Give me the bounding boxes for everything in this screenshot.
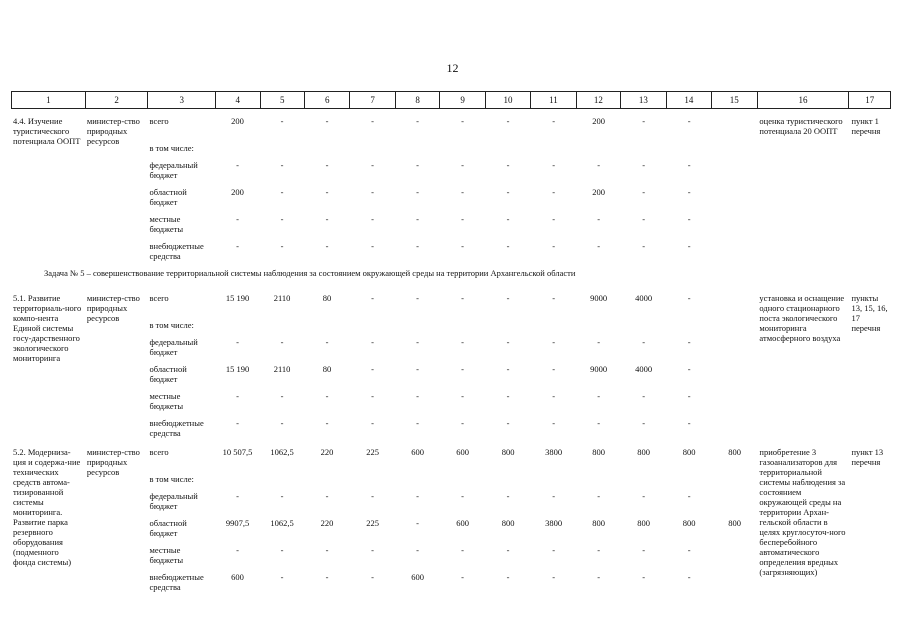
amount-cell xyxy=(304,116,350,143)
amount-cell xyxy=(350,293,396,320)
amount-cell xyxy=(215,391,260,418)
amount-cell xyxy=(215,491,260,518)
amount-cell xyxy=(395,320,440,337)
amount-cell xyxy=(260,491,305,518)
amount-cell xyxy=(395,241,440,268)
amount-cell xyxy=(215,418,260,445)
amount-cell: 600 xyxy=(456,518,469,528)
funding-source-label: местные бюджеты xyxy=(149,214,184,234)
amount-cell xyxy=(215,474,260,491)
column-header-5: 5 xyxy=(260,92,304,109)
task-5-heading: Задача № 5 – совершенствование территориальной системы наблюдения за состоянием окружающей среды на территории Архангельской области xyxy=(44,268,576,278)
column-header-11: 11 xyxy=(531,92,576,109)
amount-cell xyxy=(666,187,712,214)
funding-source-label: всего xyxy=(149,293,169,303)
amount-cell: 2110 xyxy=(273,293,291,303)
amount-cell xyxy=(260,116,305,143)
amount-cell xyxy=(304,214,350,241)
amount-cell xyxy=(485,545,531,572)
funding-source-label: внебюджетные средства xyxy=(149,572,204,592)
funding-source-label: местные бюджеты xyxy=(149,391,184,411)
amount-cell xyxy=(576,214,621,241)
amount-cell xyxy=(350,474,396,491)
amount-cell xyxy=(304,187,350,214)
amount-cell xyxy=(666,293,712,320)
amount-cell xyxy=(350,337,396,364)
amount-cell xyxy=(485,293,531,320)
amount-cell xyxy=(215,545,260,572)
amount-cell: 4000 xyxy=(635,293,653,303)
amount-cell xyxy=(576,474,621,491)
measure-name: 5.1. Развитие территориаль-ного компо-нента Единой системы госу-дарственного экологического мониторинга xyxy=(13,293,82,363)
expected-result: оценка туристического потенциала 20 ООПТ xyxy=(759,116,843,136)
amount-cell xyxy=(576,391,621,418)
amount-cell xyxy=(304,474,350,491)
funding-source-label: областной бюджет xyxy=(149,364,187,384)
amount-cell xyxy=(440,474,486,491)
measure-name: 4.4. Изучение туристического потенциала ООПТ xyxy=(13,116,81,146)
column-header-16: 16 xyxy=(757,92,849,109)
amount-cell xyxy=(350,545,396,572)
column-header-7: 7 xyxy=(350,92,395,109)
funding-source-label: внебюджетные средства xyxy=(149,418,204,438)
amount-cell xyxy=(440,143,486,160)
amount-cell xyxy=(395,160,440,187)
amount-cell: 800 xyxy=(592,447,605,457)
amount-cell xyxy=(440,337,486,364)
budget-row xyxy=(11,447,891,474)
amount-cell xyxy=(576,418,621,445)
measure-name: 5.2. Модерниза-ция и содержа-ние технических средств автома-тизированной системы мониторинга. Развитие парка резервного оборудования (подменного фонда системы) xyxy=(13,447,81,567)
funding-source-label: в том числе: xyxy=(149,320,194,330)
amount-cell xyxy=(621,491,667,518)
amount-cell xyxy=(531,241,577,268)
amount-cell xyxy=(666,572,712,599)
amount-cell xyxy=(621,214,667,241)
amount-cell xyxy=(576,491,621,518)
amount-cell xyxy=(621,474,667,491)
amount-cell: 3800 xyxy=(545,447,563,457)
amount-cell xyxy=(576,143,621,160)
amount-cell xyxy=(260,241,305,268)
amount-cell xyxy=(304,391,350,418)
amount-cell xyxy=(712,474,758,491)
amount-cell: 200 xyxy=(592,187,605,197)
funding-source-label: областной бюджет xyxy=(149,187,187,207)
funding-source-label: в том числе: xyxy=(149,474,194,484)
column-header-15: 15 xyxy=(712,92,757,109)
column-header-9: 9 xyxy=(440,92,485,109)
amount-cell xyxy=(576,337,621,364)
amount-cell xyxy=(712,214,758,241)
amount-cell xyxy=(440,364,486,391)
amount-cell xyxy=(485,143,531,160)
amount-cell xyxy=(712,364,758,391)
amount-cell xyxy=(621,241,667,268)
amount-cell xyxy=(485,241,531,268)
amount-cell xyxy=(666,474,712,491)
amount-cell: 600 xyxy=(411,447,424,457)
amount-cell: 9000 xyxy=(590,364,608,374)
amount-cell xyxy=(350,160,396,187)
amount-cell xyxy=(666,241,712,268)
amount-cell xyxy=(440,160,486,187)
amount-cell xyxy=(531,337,577,364)
amount-cell: 200 xyxy=(231,116,244,126)
amount-cell xyxy=(260,320,305,337)
amount-cell: 800 xyxy=(728,518,742,528)
amount-cell xyxy=(485,214,531,241)
amount-cell: 80 xyxy=(322,293,332,303)
amount-cell xyxy=(712,116,758,143)
amount-cell xyxy=(666,418,712,445)
amount-cell xyxy=(531,491,577,518)
amount-cell: 10 507,5 xyxy=(222,447,253,457)
amount-cell xyxy=(712,160,758,187)
amount-cell xyxy=(485,160,531,187)
amount-cell xyxy=(666,143,712,160)
amount-cell: 600 xyxy=(456,447,469,457)
amount-cell xyxy=(395,391,440,418)
expected-result: установка и оснащение одного стационарного поста экологического мониторинга атмосферного воздуха xyxy=(759,293,845,343)
amount-cell xyxy=(304,418,350,445)
amount-cell xyxy=(712,418,758,445)
amount-cell xyxy=(576,241,621,268)
amount-cell xyxy=(576,320,621,337)
column-number-header xyxy=(11,91,891,109)
amount-cell xyxy=(440,187,486,214)
amount-cell xyxy=(350,572,396,599)
amount-cell xyxy=(531,545,577,572)
amount-cell xyxy=(485,116,531,143)
funding-source-label: в том числе: xyxy=(149,143,194,153)
amount-cell: 800 xyxy=(501,518,515,528)
amount-cell: 200 xyxy=(592,116,605,126)
funding-source-label: всего xyxy=(149,116,169,126)
amount-cell xyxy=(304,337,350,364)
column-header-14: 14 xyxy=(666,92,711,109)
amount-cell xyxy=(531,160,577,187)
column-header-10: 10 xyxy=(485,92,530,109)
amount-cell xyxy=(531,320,577,337)
amount-cell xyxy=(395,187,440,214)
amount-cell xyxy=(350,241,396,268)
amount-cell: 800 xyxy=(637,447,650,457)
amount-cell xyxy=(485,320,531,337)
amount-cell xyxy=(712,241,758,268)
amount-cell xyxy=(485,491,531,518)
amount-cell xyxy=(485,418,531,445)
expected-result: приобретение 3 газоанализаторов для территориальной системы наблюдения за состоянием окружающей среды на территории Архан-гельской области в целях круглосуточ-ного бесперебойного автоматического определения вредных (загрязняющих) xyxy=(759,447,846,577)
amount-cell xyxy=(621,337,667,364)
amount-cell xyxy=(304,241,350,268)
amount-cell xyxy=(395,116,440,143)
amount-cell xyxy=(215,337,260,364)
column-header-6: 6 xyxy=(304,92,349,109)
executor: министер-ство природных ресурсов xyxy=(86,293,140,323)
amount-cell xyxy=(440,545,486,572)
amount-cell xyxy=(485,337,531,364)
funding-source-label: местные бюджеты xyxy=(149,545,184,565)
amount-cell xyxy=(395,293,440,320)
amount-cell xyxy=(666,160,712,187)
amount-cell xyxy=(621,418,667,445)
amount-cell xyxy=(531,143,577,160)
amount-cell xyxy=(712,320,758,337)
amount-cell xyxy=(712,572,758,599)
amount-cell xyxy=(260,143,305,160)
amount-cell xyxy=(395,418,440,445)
funding-source-label: федеральный бюджет xyxy=(149,337,198,357)
column-header-3: 3 xyxy=(148,92,216,109)
funding-source-label: внебюджетные средства xyxy=(149,241,204,261)
amount-cell xyxy=(350,418,396,445)
amount-cell xyxy=(621,116,667,143)
amount-cell xyxy=(621,545,667,572)
amount-cell xyxy=(531,572,577,599)
amount-cell xyxy=(304,320,350,337)
amount-cell xyxy=(215,214,260,241)
amount-cell xyxy=(395,474,440,491)
amount-cell xyxy=(666,337,712,364)
reference: пункты 13, 15, 16, 17 перечня xyxy=(851,293,888,333)
amount-cell xyxy=(712,391,758,418)
amount-cell xyxy=(666,545,712,572)
amount-cell: 220 xyxy=(320,447,334,457)
amount-cell xyxy=(531,293,577,320)
amount-cell xyxy=(260,160,305,187)
amount-cell xyxy=(350,391,396,418)
amount-cell xyxy=(666,391,712,418)
amount-cell xyxy=(712,187,758,214)
amount-cell xyxy=(621,143,667,160)
executor: министер-ство природных ресурсов xyxy=(86,116,140,146)
budget-row xyxy=(11,293,891,320)
executor: министер-ство природных ресурсов xyxy=(86,447,140,477)
funding-source-label: всего xyxy=(149,447,169,457)
amount-cell xyxy=(621,160,667,187)
amount-cell: 225 xyxy=(366,447,379,457)
amount-cell: 800 xyxy=(637,518,650,528)
amount-cell: 4000 xyxy=(635,364,653,374)
amount-cell xyxy=(350,143,396,160)
page-number: 12 xyxy=(446,61,459,75)
amount-cell xyxy=(304,545,350,572)
amount-cell xyxy=(304,572,350,599)
amount-cell xyxy=(440,418,486,445)
amount-cell xyxy=(531,214,577,241)
amount-cell xyxy=(260,337,305,364)
amount-cell xyxy=(395,545,440,572)
amount-cell xyxy=(440,293,486,320)
funding-source-label: федеральный бюджет xyxy=(149,491,198,511)
column-header-13: 13 xyxy=(621,92,666,109)
amount-cell xyxy=(215,241,260,268)
amount-cell xyxy=(576,572,621,599)
amount-cell: 800 xyxy=(592,518,605,528)
amount-cell xyxy=(350,187,396,214)
amount-cell xyxy=(666,364,712,391)
amount-cell xyxy=(395,337,440,364)
amount-cell xyxy=(260,474,305,491)
column-header-8: 8 xyxy=(395,92,439,109)
amount-cell xyxy=(485,391,531,418)
amount-cell xyxy=(621,572,667,599)
amount-cell: 800 xyxy=(728,447,742,457)
amount-cell: 220 xyxy=(320,518,334,528)
amount-cell xyxy=(260,572,305,599)
amount-cell xyxy=(531,418,577,445)
amount-cell xyxy=(350,491,396,518)
amount-cell: 600 xyxy=(231,572,244,582)
funding-source-label: областной бюджет xyxy=(149,518,187,538)
amount-cell xyxy=(621,391,667,418)
amount-cell xyxy=(395,364,440,391)
amount-cell: 800 xyxy=(501,447,515,457)
amount-cell xyxy=(260,187,305,214)
amount-cell xyxy=(712,491,758,518)
amount-cell xyxy=(395,143,440,160)
section-5-1-table xyxy=(11,293,891,445)
amount-cell xyxy=(260,214,305,241)
amount-cell xyxy=(531,391,577,418)
section-4-4-table xyxy=(11,116,891,268)
amount-cell xyxy=(304,160,350,187)
amount-cell xyxy=(666,320,712,337)
amount-cell xyxy=(712,143,758,160)
reference: пункт 1 перечня xyxy=(851,116,881,136)
amount-cell xyxy=(712,545,758,572)
column-header-17: 17 xyxy=(849,92,891,109)
amount-cell xyxy=(395,491,440,518)
amount-cell xyxy=(666,116,712,143)
amount-cell xyxy=(350,320,396,337)
amount-cell xyxy=(215,143,260,160)
funding-source-label: федеральный бюджет xyxy=(149,160,198,180)
amount-cell: 1062,5 xyxy=(270,447,294,457)
amount-cell: 1062,5 xyxy=(270,518,294,528)
amount-cell xyxy=(260,391,305,418)
amount-cell xyxy=(260,545,305,572)
amount-cell xyxy=(350,214,396,241)
amount-cell: 225 xyxy=(366,518,379,528)
amount-cell: 200 xyxy=(231,187,244,197)
amount-cell xyxy=(666,491,712,518)
amount-cell xyxy=(712,293,758,320)
amount-cell: 800 xyxy=(682,447,696,457)
amount-cell xyxy=(531,116,577,143)
amount-cell: 2110 xyxy=(273,364,291,374)
amount-cell xyxy=(395,214,440,241)
amount-cell xyxy=(531,364,577,391)
amount-cell xyxy=(531,187,577,214)
amount-cell: 80 xyxy=(322,364,332,374)
amount-cell xyxy=(350,364,396,391)
amount-cell xyxy=(576,160,621,187)
amount-cell xyxy=(485,572,531,599)
amount-cell xyxy=(531,474,577,491)
budget-row xyxy=(11,116,891,143)
amount-cell xyxy=(395,518,440,545)
amount-cell xyxy=(621,187,667,214)
amount-cell xyxy=(440,391,486,418)
amount-cell xyxy=(304,491,350,518)
reference: пункт 13 перечня xyxy=(851,447,884,467)
amount-cell: 15 190 xyxy=(225,293,250,303)
amount-cell xyxy=(215,160,260,187)
amount-cell xyxy=(621,320,667,337)
column-header-2: 2 xyxy=(85,92,148,109)
amount-cell xyxy=(576,545,621,572)
amount-cell: 3800 xyxy=(545,518,563,528)
amount-cell: 600 xyxy=(411,572,424,582)
amount-cell: 800 xyxy=(682,518,696,528)
amount-cell xyxy=(304,143,350,160)
amount-cell: 9000 xyxy=(590,293,608,303)
amount-cell xyxy=(485,474,531,491)
column-header-12: 12 xyxy=(576,92,620,109)
amount-cell xyxy=(440,116,486,143)
amount-cell xyxy=(712,337,758,364)
amount-cell: 15 190 xyxy=(225,364,250,374)
amount-cell xyxy=(215,320,260,337)
section-5-2-table xyxy=(11,447,891,599)
amount-cell xyxy=(485,364,531,391)
amount-cell xyxy=(440,241,486,268)
amount-cell xyxy=(350,116,396,143)
amount-cell xyxy=(440,320,486,337)
amount-cell xyxy=(440,214,486,241)
column-header-1: 1 xyxy=(12,92,86,109)
amount-cell xyxy=(260,418,305,445)
amount-cell: 9907,5 xyxy=(225,518,250,528)
column-header-4: 4 xyxy=(216,92,260,109)
amount-cell xyxy=(440,491,486,518)
amount-cell xyxy=(440,572,486,599)
amount-cell xyxy=(666,214,712,241)
amount-cell xyxy=(485,187,531,214)
